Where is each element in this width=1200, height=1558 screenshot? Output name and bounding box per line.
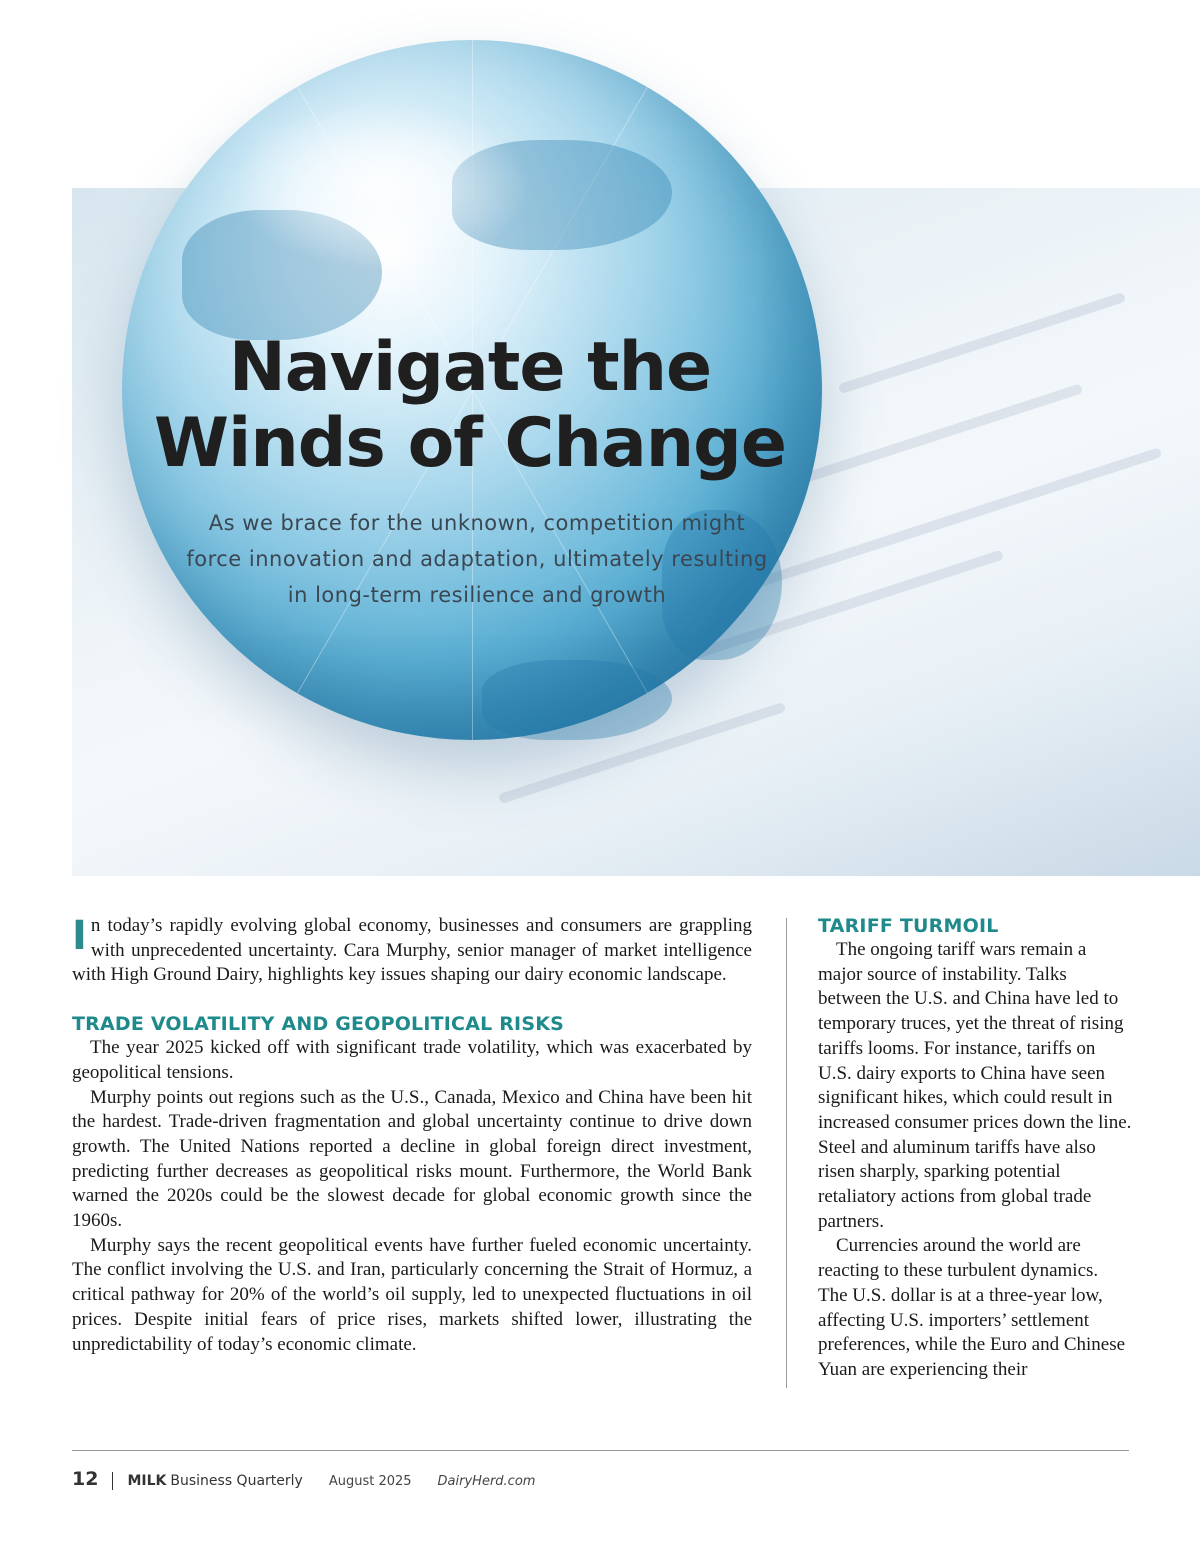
- article-deck: As we brace for the unknown, competition might force innovation and adaptation, ultimately resulting in long-term resilience and growth: [186, 511, 768, 607]
- column-divider: [786, 918, 787, 1388]
- article-title: [122, 330, 818, 482]
- footer-separator: [112, 1472, 113, 1490]
- page-number: 12: [72, 1468, 99, 1490]
- body-paragraph: Currencies around the world are reacting to these turbulent dynamics. The U.S. dollar is at a three-year low, affecting U.S. importers’ settlement preferences, while the Euro and Chinese Yuan are experiencing their: [818, 1235, 1126, 1380]
- section-heading-trade-volatility: TRADE VOLATILITY AND GEOPOLITICAL RISKS: [72, 1013, 565, 1036]
- body-paragraph: The year 2025 kicked off with significant trade volatility, which was exacerbated by geopolitical tensions.: [72, 1037, 752, 1083]
- publication-name: Business Quarterly: [170, 1473, 303, 1489]
- body-paragraph: Murphy points out regions such as the U.S., Canada, Mexico and China have been hit the hardest. Trade-driven fragmentation and global uncertainty continue to drive down growth. The United Nations reported a decline in global foreign direct investment, predicting further decreases as geopolitical risks mount. Furthermore, the World Bank warned the 2020s could be the slowest decade for global economic growth since the 1960s.: [72, 1086, 752, 1232]
- drop-cap: I: [72, 913, 87, 959]
- body-paragraph: Murphy says the recent geopolitical events have further fueled economic uncertainty. The conflict involving the U.S. and Iran, particularly concerning the Strait of Hormuz, a critical pathway for 20% of the world’s oil supply, led to unexpected fluctuations in oil prices. Despite initial fears of price rises, markets shifted lower, illustrating the unpredictability of today’s economic climate.: [72, 1234, 752, 1355]
- website-link[interactable]: DairyHerd.com: [437, 1474, 536, 1489]
- left-column: [72, 914, 752, 1357]
- right-column: [818, 914, 1132, 1383]
- intro-paragraph: [72, 914, 752, 988]
- footer-rule: [72, 1450, 1129, 1451]
- title-line-2: Winds of Change: [154, 404, 786, 483]
- title-line-1: Navigate the: [228, 328, 712, 407]
- body-paragraph: The ongoing tariff wars remain a major source of instability. Talks between the U.S. and China have led to temporary truces, yet the threat of rising tariffs looms. For instance, tariffs on U.S. dairy exports to China have seen significant hikes, which could result in increased consumer prices down the line. Steel and aluminum tariffs have also risen sharply, sparking potential retaliatory actions from global trade partners.: [818, 939, 1132, 1232]
- publication-brand: MILK: [127, 1473, 167, 1489]
- intro-text: n today’s rapidly evolving global economy, businesses and consumers are grappling with unprecedented uncertainty. Cara Murphy, senior manager of market intelligence with High Ground Dairy, highlights key issues shaping our dairy economic landscape.: [72, 915, 752, 986]
- issue-date: August 2025: [328, 1474, 412, 1489]
- section-heading-tariff-turmoil: TARIFF TURMOIL: [818, 915, 999, 937]
- page-footer: [72, 1468, 535, 1494]
